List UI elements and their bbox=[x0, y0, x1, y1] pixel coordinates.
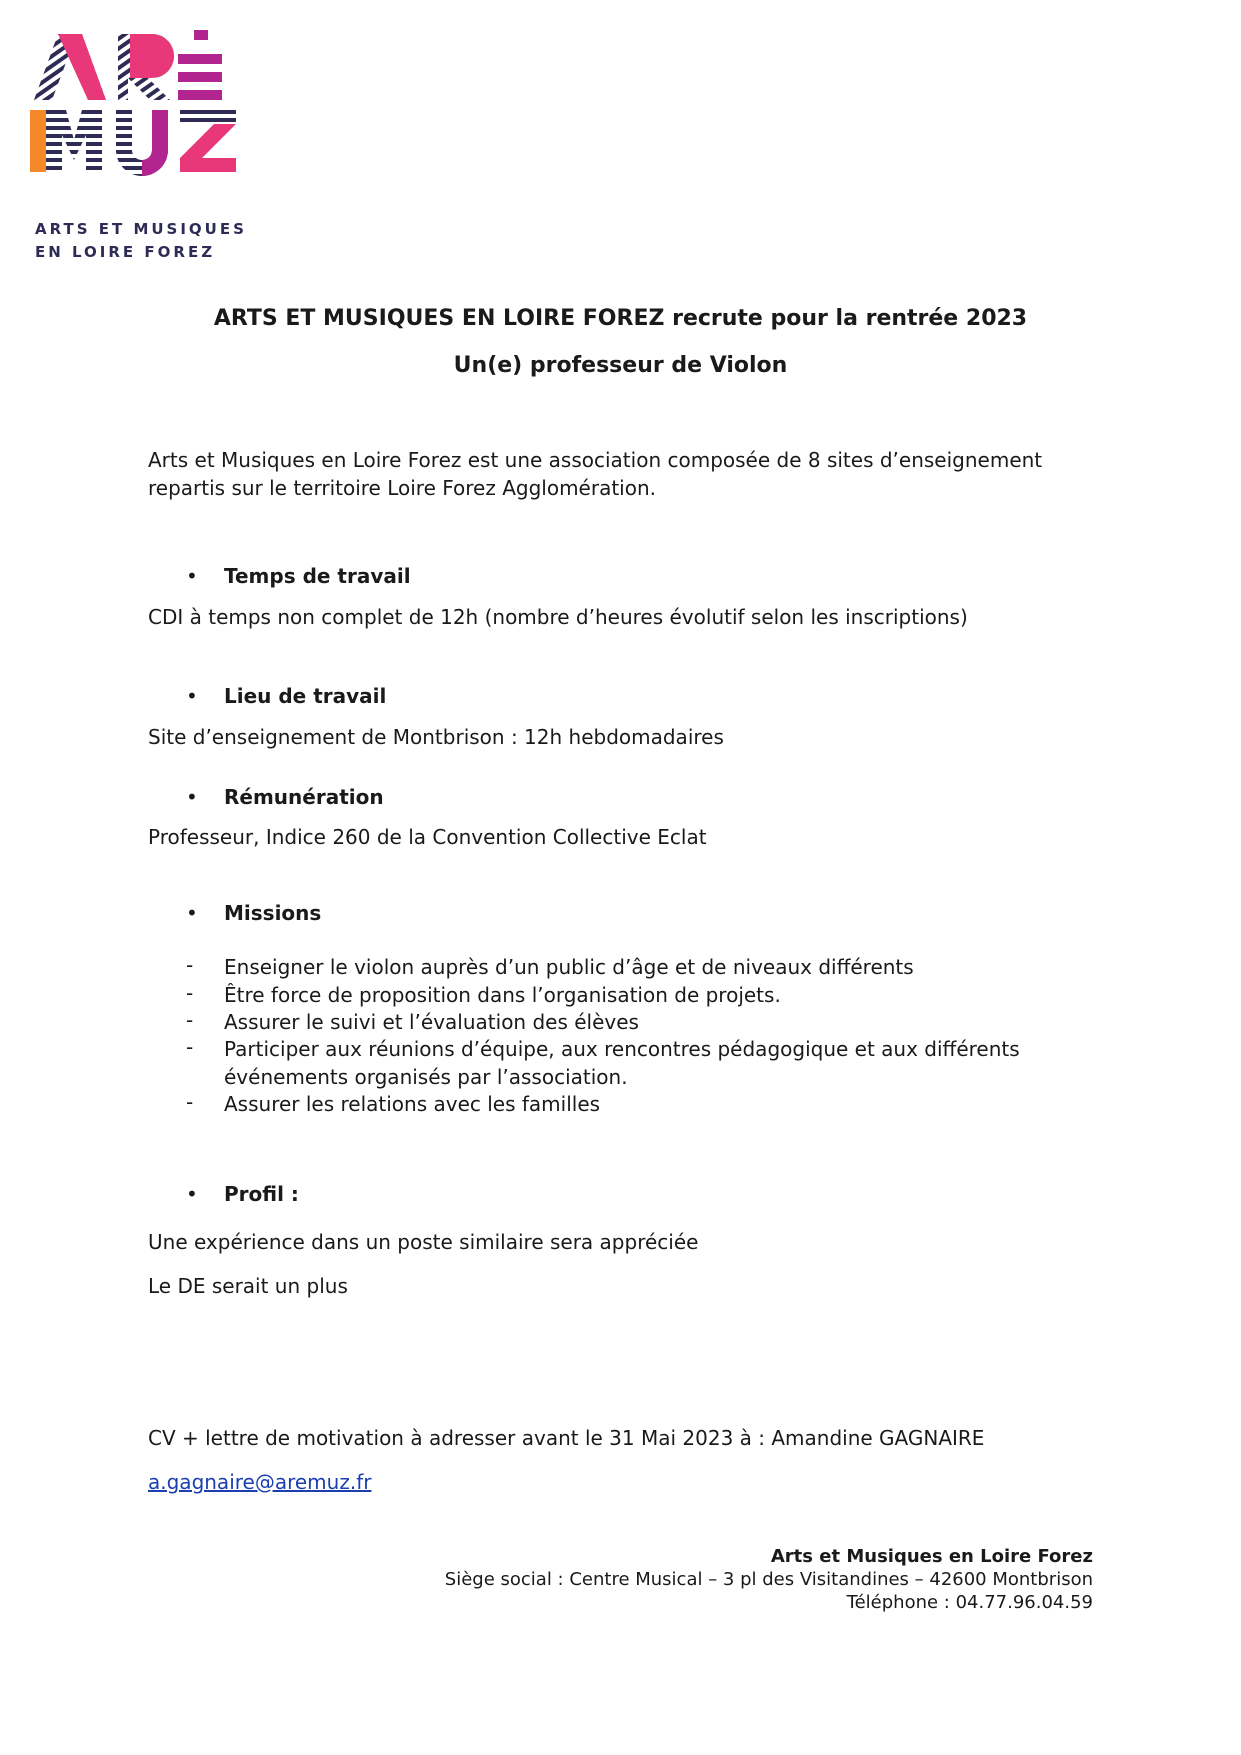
heading-temps: Temps de travail bbox=[224, 564, 411, 588]
footer-org: Arts et Musiques en Loire Forez bbox=[770, 1546, 1093, 1567]
dash-3: - bbox=[186, 1008, 194, 1032]
dash-4: - bbox=[186, 1035, 194, 1059]
contact-text: CV + lettre de motivation à adresser avant le 31 Mai 2023 à : Amandine GAGNAIRE bbox=[148, 1426, 985, 1450]
text-profil-2: Le DE serait un plus bbox=[148, 1274, 348, 1298]
text-temps: CDI à temps non complet de 12h (nombre d’heures évolutif selon les inscriptions) bbox=[148, 605, 968, 629]
page-subtitle: Un(e) professeur de Violon bbox=[453, 353, 788, 378]
contact-email-link[interactable]: a.gagnaire@aremuz.fr bbox=[148, 1470, 372, 1494]
bullet-lieu: • bbox=[186, 684, 198, 708]
dash-2: - bbox=[186, 981, 194, 1005]
heading-missions: Missions bbox=[224, 901, 322, 925]
logo-subtitle-line1: ARTS ET MUSIQUES bbox=[35, 220, 247, 238]
page-title: ARTS ET MUSIQUES EN LOIRE FOREZ recrute pour la rentrée 2023 bbox=[213, 306, 1028, 331]
logo-subtitle bbox=[35, 218, 247, 264]
intro-paragraph: Arts et Musiques en Loire Forez est une association composée de 8 sites d’enseignement repartis sur le territoire Loire Forez Agglomération. bbox=[148, 448, 1043, 500]
dash-5: - bbox=[186, 1090, 194, 1114]
footer-phone: Téléphone : 04.77.96.04.59 bbox=[846, 1592, 1093, 1613]
dash-1: - bbox=[186, 953, 194, 977]
bullet-profil: • bbox=[186, 1182, 198, 1206]
text-profil-1: Une expérience dans un poste similaire sera appréciée bbox=[148, 1230, 699, 1254]
logo-subtitle-line2: EN LOIRE FOREZ bbox=[35, 243, 216, 261]
text-lieu: Site d’enseignement de Montbrison : 12h hebdomadaires bbox=[148, 725, 724, 749]
aremuz-logo-graphic bbox=[30, 30, 240, 200]
text-remuneration: Professeur, Indice 260 de la Convention Collective Eclat bbox=[148, 825, 707, 849]
mission-item: Enseigner le violon auprès d’un public d’âge et de niveaux différents bbox=[224, 955, 914, 979]
mission-item: Être force de proposition dans l’organisation de projets. bbox=[224, 983, 781, 1007]
logo bbox=[30, 30, 240, 200]
bullet-temps: • bbox=[186, 564, 198, 588]
footer bbox=[445, 1545, 1093, 1614]
heading-profil: Profil : bbox=[224, 1182, 299, 1206]
bullet-remuneration: • bbox=[186, 785, 198, 809]
mission-item: Assurer les relations avec les familles bbox=[224, 1092, 601, 1116]
mission-item: Participer aux réunions d’équipe, aux rencontres pédagogique et aux différents événements organisés par l’association. bbox=[224, 1037, 1020, 1089]
mission-item: Assurer le suivi et l’évaluation des élèves bbox=[224, 1010, 639, 1034]
bullet-missions: • bbox=[186, 901, 198, 925]
heading-lieu: Lieu de travail bbox=[224, 684, 387, 708]
heading-remuneration: Rémunération bbox=[224, 785, 384, 809]
footer-address: Siège social : Centre Musical – 3 pl des Visitandines – 42600 Montbrison bbox=[444, 1569, 1093, 1590]
